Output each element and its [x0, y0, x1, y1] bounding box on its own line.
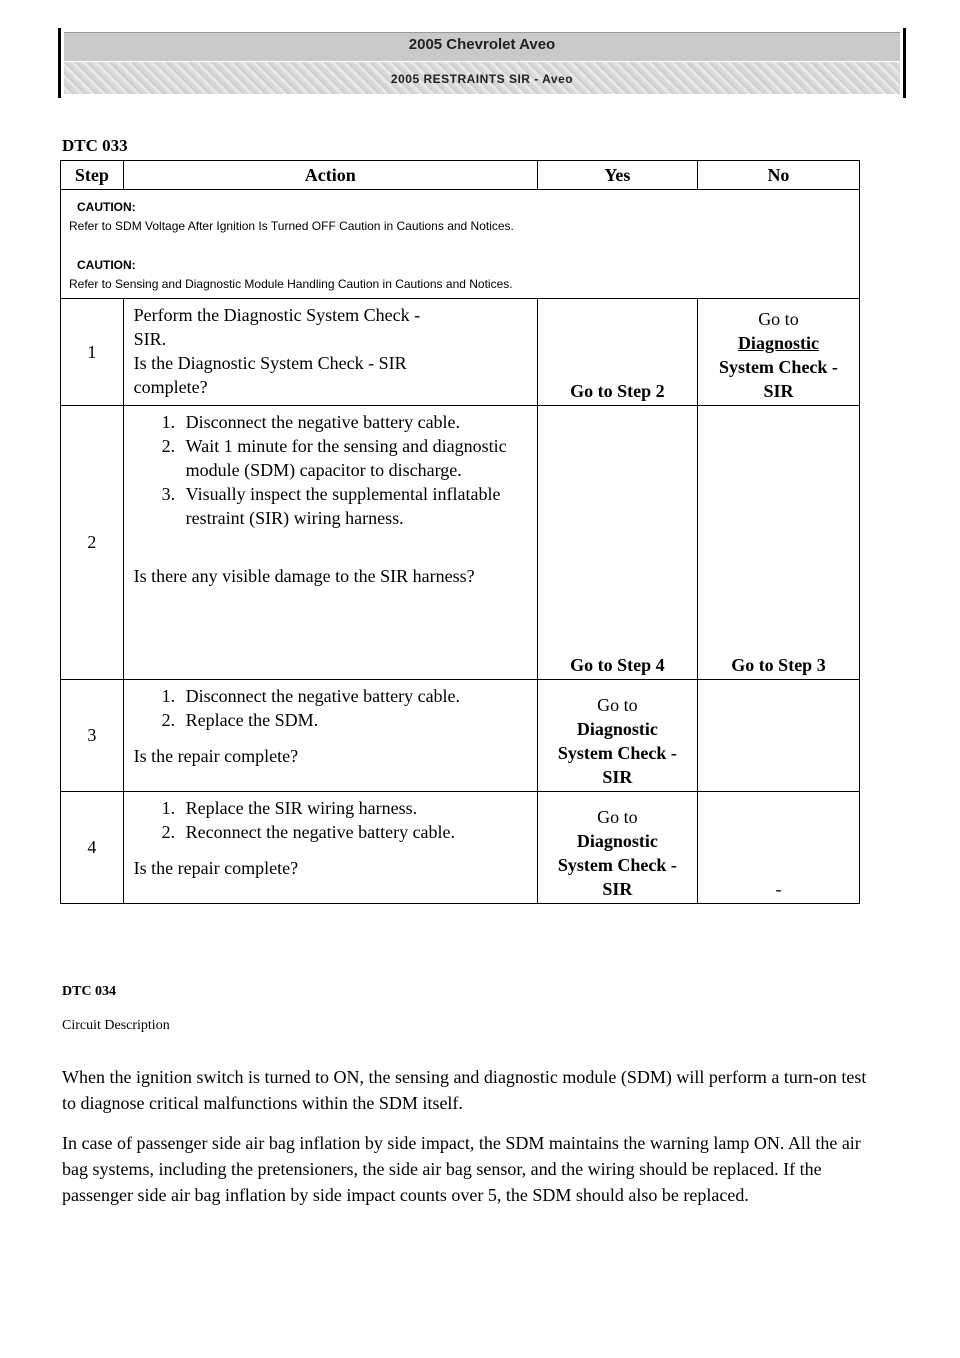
- step-action: [123, 680, 537, 792]
- page-header: [58, 28, 906, 98]
- list-item: 1. Disconnect the negative battery cable.: [180, 410, 531, 434]
- header-no: No: [697, 161, 859, 190]
- diagnostic-link[interactable]: Diagnostic: [737, 333, 819, 353]
- caution-text: Refer to Sensing and Diagnostic Module Handling Caution in Cautions and Notices.: [69, 277, 513, 291]
- action-list: [134, 410, 531, 530]
- step-number: 2: [61, 406, 124, 680]
- link-text[interactable]: SIR: [763, 381, 794, 401]
- step-no: -: [697, 792, 859, 904]
- description-paragraph: In case of passenger side air bag inflation by side impact, the SDM maintains the warning lamp ON. All the air bag systems, including the pretensioners, the side air bag sensor, and the wiring should be replaced. If the passenger side air bag inflation by side impact counts over 5, the SDM should also be replaced.: [62, 1133, 861, 1205]
- next-section-subtitle: Circuit Description: [62, 1018, 170, 1033]
- list-item: 3. Visually inspect the supplemental inflatable restraint (SIR) wiring harness.: [180, 482, 531, 530]
- table-row: [61, 680, 860, 792]
- link-text[interactable]: System Check -: [557, 855, 677, 875]
- caution-cell: [61, 190, 860, 299]
- goto-step-link[interactable]: Go to Step 3: [731, 655, 826, 675]
- list-item: 2. Wait 1 minute for the sensing and diagnostic module (SDM) capacitor to discharge.: [180, 434, 531, 482]
- list-item: 1. Replace the SIR wiring harness.: [180, 796, 531, 820]
- step-no: [697, 406, 859, 680]
- goto-step-link[interactable]: Go to Step 4: [570, 655, 665, 675]
- header-yes: Yes: [537, 161, 697, 190]
- header-title: 2005 Chevrolet Aveo: [408, 36, 556, 53]
- table-row: [61, 792, 860, 904]
- section-title: DTC 033: [62, 136, 128, 155]
- action-line: SIR.: [133, 329, 167, 349]
- step-yes: [537, 406, 697, 680]
- caution-row: [61, 190, 860, 299]
- action-line: Perform the Diagnostic System Check -: [133, 305, 421, 325]
- caution-text: Refer to SDM Voltage After Ignition Is Turned OFF Caution in Cautions and Notices.: [69, 219, 514, 233]
- step-number: 1: [61, 299, 124, 406]
- link-text[interactable]: SIR: [602, 879, 633, 899]
- action-line: Is the Diagnostic System Check - SIR: [133, 353, 407, 373]
- diagnostic-link[interactable]: Diagnostic: [576, 831, 658, 851]
- action-question: Is the repair complete?: [133, 746, 299, 766]
- table-row: [61, 406, 860, 680]
- diagnostic-table: [60, 160, 860, 904]
- step-action: [123, 792, 537, 904]
- table-row: [61, 299, 860, 406]
- next-section-title: DTC 034: [62, 984, 117, 999]
- goto-step-link[interactable]: Go to Step 2: [570, 381, 665, 401]
- goto-prefix: Go to: [597, 807, 638, 827]
- caution-label: CAUTION:: [77, 258, 136, 272]
- step-number: 4: [61, 792, 124, 904]
- step-no: [697, 680, 859, 792]
- action-line: complete?: [133, 377, 208, 397]
- step-yes: [537, 299, 697, 406]
- diagnostic-link[interactable]: Diagnostic: [576, 719, 658, 739]
- list-item: 2. Replace the SDM.: [180, 708, 531, 732]
- link-text[interactable]: SIR: [602, 767, 633, 787]
- step-action: [123, 299, 537, 406]
- header-subtitle: 2005 RESTRAINTS SIR - Aveo: [390, 72, 574, 86]
- header-action: Action: [123, 161, 537, 190]
- goto-prefix: Go to: [758, 309, 799, 329]
- step-action: [123, 406, 537, 680]
- description-paragraph: When the ignition switch is turned to ON, the sensing and diagnostic module (SDM) will perform a turn-on test to diagnose critical malfunctions within the SDM itself.: [62, 1067, 867, 1113]
- action-list: [134, 684, 531, 732]
- step-yes: [537, 680, 697, 792]
- list-item: 1. Disconnect the negative battery cable.: [180, 684, 531, 708]
- step-number: 3: [61, 680, 124, 792]
- caution-label: CAUTION:: [77, 200, 136, 214]
- action-list: [134, 796, 531, 844]
- link-text[interactable]: System Check -: [557, 743, 677, 763]
- list-item: 2. Reconnect the negative battery cable.: [180, 820, 531, 844]
- goto-prefix: Go to: [597, 695, 638, 715]
- table-header-row: [61, 161, 860, 190]
- step-no: [697, 299, 859, 406]
- step-yes: [537, 792, 697, 904]
- action-question: Is there any visible damage to the SIR harness?: [133, 566, 475, 586]
- link-text[interactable]: System Check -: [718, 357, 838, 377]
- header-step: Step: [61, 161, 124, 190]
- action-question: Is the repair complete?: [133, 858, 299, 878]
